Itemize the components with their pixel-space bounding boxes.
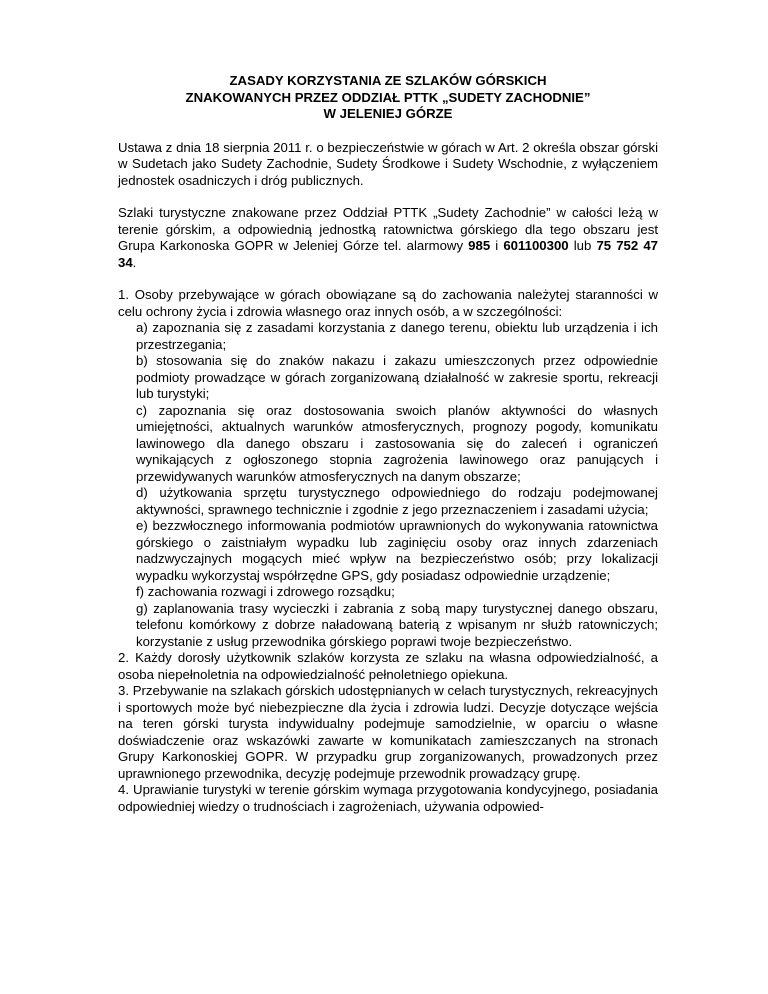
point-1-item-e: e) bezzwłocznego informowania podmiotów uprawnionych do wykonywania ratownictwa górskiego o zaistniałym wypadku lub zaginięciu osoby oraz innych zdarzeniach nadzwyczajnych mogących mieć wpływ na bezpieczeństwo osób; przy lokalizacji wypadku wykorzystaj współrzędne GPS, gdy posiadasz odpowiednie urządzenie; [136, 518, 658, 583]
title-line-3: W JELENIEJ GÓRZE [323, 106, 453, 121]
title-line-1: ZASADY KORZYSTANIA ZE SZLAKÓW GÓRSKICH [229, 73, 547, 88]
point-1-item-g: g) zaplanowania trasy wycieczki i zabrania z sobą mapy turystycznej danego obszaru, telefonu komórkowy z dobrze naładowaną baterią z wpisanym nr służb ratowniczych; korzystanie z usług przewodnika górskiego poprawi twoje bezpieczeństwo. [136, 600, 658, 649]
intro-paragraph-2 [118, 205, 658, 271]
title-line-2: ZNAKOWANYCH PRZEZ ODDZIAŁ PTTK „SUDETY ZACHODNIE” [185, 89, 591, 105]
point-4: 4. Uprawianie turystyki w terenie górskim wymaga przygotowania kondycyjnego, posiadania odpowiedniej wiedzy o trudnościach i zagrożeniach, używania odpowied- [118, 782, 658, 814]
alarm-phone-985: 985 [468, 238, 491, 253]
point-1-items [118, 320, 658, 650]
rules-list [118, 287, 658, 815]
intro-2-text: Szlaki turystyczne znakowane przez Oddział PTTK „Sudety Zachodnie” w całości leżą w terenie górskim, a odpowiednią jednostką ratownictwa górskiego dla tego obszaru jest Grupa Karkonoska GOPR w Jeleniej Górze tel. alarmowy [118, 205, 658, 253]
point-1-item-d: d) użytkowania sprzętu turystycznego odpowiedniego do rodzaju podejmowanej aktywności, sprawnego technicznie i zgodnie z jego przeznaczeniem i zasadami użycia; [136, 485, 658, 517]
point-1-item-a: a) zapoznania się z zasadami korzystania z danego terenu, obiektu lub urządzenia i ich przestrzegania; [136, 320, 658, 352]
point-1-item-f: f) zachowania rozwagi i zdrowego rozsądku; [136, 584, 395, 599]
point-2: 2. Każdy dorosły użytkownik szlaków korzysta ze szlaku na własna odpowiedzialność, a osoba niepełnoletnia na odpowiedzialność pełnoletniego opiekuna. [118, 650, 658, 682]
point-3: 3. Przebywanie na szlakach górskich udostępnianych w celach turystycznych, rekreacyjnych i sportowych może być niebezpieczne dla życia i zdrowia ludzi. Decyzje dotyczące wejścia na teren górski turysta indywidualny podejmuje samodzielnie, w oparciu o własne doświadczenie oraz wskazówki zawarte w komunikatach zamieszczanych na stronach Grupy Karkonoskiej GOPR. W przypadku grup zorganizowanych, prowadzonych przez uprawnionego przewodnika, decyzję podejmuje przewodnik prowadzący grupę. [118, 683, 658, 781]
point-1-lead: 1. Osoby przebywające w górach obowiązane są do zachowania należytej staranności w celu ochrony życia i zdrowia własnego oraz innych osób, a w szczególności: [118, 287, 658, 319]
intro-2-end: . [132, 254, 137, 270]
alarm-phone-mobile: 601100300 [503, 238, 569, 253]
intro-2-or: lub [568, 238, 597, 253]
point-1-item-b: b) stosowania się do znaków nakazu i zakazu umieszczonych przez odpowiednie podmioty prowadzące w górach zorganizowaną działalność w zakresie sportu, rekreacji lub turystyki; [136, 353, 658, 401]
document-title [118, 73, 658, 123]
intro-2-conjunction: i [490, 238, 504, 253]
alarm-phone-landline: 75 752 47 34 [118, 238, 658, 270]
point-1-item-c: c) zapoznania się oraz dostosowania swoich planów aktywności do własnych umiejętności, aktualnych warunków atmosferycznych, prognozy pogody, komunikatu lawinowego dla danego obszaru i zastosowania się do zaleceń i ograniczeń wynikających z ogłoszonego stopnia zagrożenia lawinowego oraz panujących i przewidywanych warunków atmosferycznych na danym obszarze; [136, 402, 658, 484]
intro-paragraph-1: Ustawa z dnia 18 sierpnia 2011 r. o bezpieczeństwie w górach w Art. 2 określa obszar górski w Sudetach jako Sudety Zachodnie, Sudety Środkowe i Sudety Wschodnie, z wyłączeniem jednostek osadniczych i dróg publicznych. [118, 139, 658, 188]
